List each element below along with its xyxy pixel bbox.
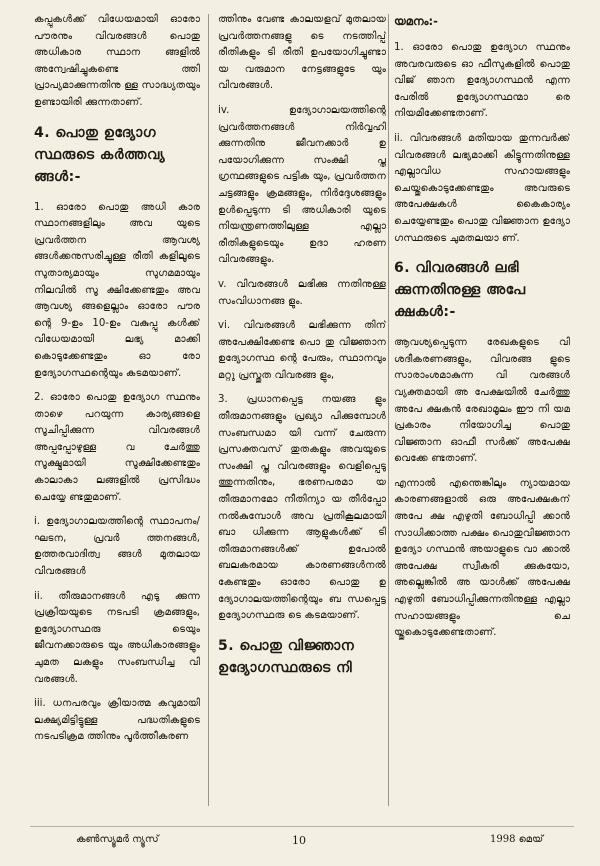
section-heading-continued: യമനം:- — [394, 14, 438, 28]
paragraph: v. വിവരങ്ങൾ ലഭിക്കു ന്നതിനുള്ള സംവിധാനങ്ങ ളും. — [218, 278, 386, 307]
column-divider-2 — [388, 14, 389, 806]
footer-divider — [30, 826, 574, 827]
paragraph: ആവശ്യപ്പെടുന്ന രേഖകളുടെ വി ശദീകരണങ്ങളും, വിവരങ്ങ ളുടെ സാരാംശമാകുന്ന വി വരങ്ങൾ വ്യക്തമായി അ പേക്ഷയിൽ ചേർത്തു അപേ ക്ഷകൻ രേഖാമൂലം ഈ നി യമ പ്രകാരം നിയോഗിച്ച പൊതു വിജ്ഞാന ഓഫീ സർക്ക് അപേക്ഷ വെക്കേ ണ്ടതാണ്. — [394, 337, 570, 465]
paragraph: 1. ഓരോ പൊതു അധി കാര സ്ഥാനങ്ങളിലും അവ യുടെ പ്രവർത്തന ആവശ്യ ങ്ങൾക്കനുസരിച്ചുള്ള രീതി കളിലൂടെ സുതാര്യമായും സുഗമമായും നിലവിൽ സൂ ക്ഷിക്കേണ്ടതും അവ ആവശ്യ ങ്ങളെല്ലാം ഓരോ പൗര ന്റെ 9-ഉം 10-ഉം വകുപ്പു കൾക്ക് വിധേയമായി ലഭ്യ മാക്കി കൊടുക്കേണ്ടതും ഓ രോ ഉദ്യോഗസ്ഥന്റെയും കടമയാണ്. — [34, 201, 200, 379]
paragraph: vi. വിവരങ്ങൾ ലഭിക്കുന്ന തിന് അപേക്ഷിക്കേണ്ട പൊ തു വിജ്ഞാന ഉദ്യോഗസ്ഥ ന്റെ പേരും, സ്ഥാനവും മറ്റു പ്രസ്തുത വിവരങ്ങ ളും, — [218, 320, 386, 381]
column-3 — [394, 12, 570, 812]
paragraph: 1. ഓരോ പൊതു ഉദ്യോഗ സ്ഥനും അവരവരുടെ ഓ ഫീസുകളിൽ പൊതു വിജ് ഞാന ഉദ്യോഗസ്ഥൻ എന്ന പേരിൽ ഉദ്യോഗസ്ഥന്മാ രെ നിയമിക്കേണ്ടതാണ്. — [394, 42, 570, 120]
paragraph: 3. പ്രധാനപ്പെട്ട നയങ്ങ ളും തീരുമാനങ്ങളും പ്രഖ്യാ പിക്കുമ്പോൾ സംബന്ധമാ യി വന്ന് ചേരുന്ന പ്രസക്തവസ് തുതകളും അവയുടെ സംക്ഷി പ്ത വിവരങ്ങളും വെളിപ്പെടു ത്തുന്നതിനും, ഭരണപരമാ യ തീരുമാനമോ നീതിന്യാ യ തീർപ്പോ നൽകുമ്പോൾ അവ പ്രതികൂലമായി ബാ ധിക്കുന്ന ആളുകൾക്ക് ടി തീരുമാനങ്ങൾക്ക് ഉപോൽ ബലകരമായ കാരണങ്ങൾനൽ കേണ്ടതും ഓരോ പൊതു ഉ ദ്യോഗാലയത്തിന്റെയും ബ ന്ധപ്പെട്ട ഉദ്യോഗസ്ഥരു ടെ കടമയാണ്. — [218, 394, 386, 622]
paragraph: ii. തീരുമാനങ്ങൾ എടു ക്കുന്ന പ്രക്രിയയുടെ നടപടി ക്രമങ്ങളും, ഉദ്യോഗസ്ഥരു ടെയും ജീവനക്കാരുടെ യും അധികാരങ്ങളും ചുമത ലകളും സംബന്ധിച്ച വി വരങ്ങൾ. — [34, 590, 200, 685]
column-divider-1 — [208, 14, 209, 806]
paragraph: എന്നാൽ എന്തെങ്കിലും ന്യായമായ കാരണങ്ങളാൽ ഒരു അപേക്ഷകന് അപേ ക്ഷ എഴുതി ബോധിപ്പി ക്കാൻ സാധിക്കാത്ത പക്ഷം പൊതുവിജ്ഞാന ഉദ്യോ ഗസ്ഥൻ അയാളുടെ വാ ക്കാൽ അപേക്ഷ സ്വീകരി ക്കുകയോ, അല്ലെങ്കിൽ അ യാൾക്ക് അപേക്ഷ എഴുതി ബോധിപ്പിക്കുന്നതിനുള്ള എല്ലാ സഹായങ്ങളും ചെ യ്തുകൊടുക്കേണ്ടതാണ്. — [394, 477, 570, 639]
issue-date: 1998 മെയ് — [490, 834, 544, 845]
section-heading-4: 4. പൊതു ഉദ്യോഗ സ്ഥരുടെ കർത്തവ്യ ങ്ങൾ:- — [34, 124, 166, 185]
publication-name: കൺസ്യൂമർ ന്യൂസ് — [76, 834, 159, 845]
column-1 — [34, 12, 200, 812]
paragraph: ത്തിനും വേണ്ട കാലയളവ് മുതലായ പ്രവർത്തനങ്ങളു ടെ നടത്തിപ്പ് രീതികളും ടി രീതി ഉപയോഗിച്ചുണ്ടാ യ വരുമാന നേട്ടങ്ങളുടേ യും വിവരങ്ങൾ. — [218, 14, 386, 92]
section-heading-6: 6. വിവരങ്ങൾ ലഭി ക്കുന്നതിനുള്ള അപേ ക്ഷകൾ:- — [394, 260, 526, 321]
paragraph: iv. ഉദ്യോഗാലയത്തിന്റെ പ്രവർത്തനങ്ങൾ നിർവ്വഹി ക്കുന്നതിനു ജീവനക്കാർ ഉ പയോഗിക്കുന്ന സംക്ഷി പ്ത ഗ്രന്ഥങ്ങളുടെ പട്ടിക യും, പ്രവർത്തന ചട്ടങ്ങളും ക്രമങ്ങളും, നിർദ്ദേശങ്ങളും ഉൾപ്പെടുന്ന ടി അധികാരി യുടെ നിയന്ത്രണത്തിലുള്ള എല്ലാ രീതികളുടെയും ഉദാ ഹരണ വിവരങ്ങളും. — [218, 104, 386, 266]
paragraph: കപ്പുകൾക്ക് വിധേയമായി ഓരോ പൗരനും വിവരങ്ങൾ പൊതു അധികാര സ്ഥാന ങ്ങളിൽ അന്വേഷിച്ചുകണ്ടെ ത്തി പ്രാപ്യമാക്കുന്നതിനു ള്ള സാദ്ധ്യതയും ഉണ്ടായിരി ക്കുന്നതാണ്. — [34, 14, 200, 108]
paragraph: iii. ധനപരവും ക്രിയാത്മ കവുമായി ലക്ഷ്യമിട്ടിട്ടുള്ള പദ്ധതികളുടെ നടപടിക്രമ ത്തിനും പൂർത്തീകരണ — [34, 698, 200, 743]
page-number: 10 — [292, 834, 306, 847]
paragraph: 2. ഓരോ പൊതു ഉദ്യോഗ സ്ഥനും താഴെ പറയുന്ന കാര്യങ്ങളെ സൂചിപ്പിക്കുന്ന വിവരങ്ങൾ അപ്പപ്പോഴുള്ള വ ചേർത്തു സൂക്ഷ്മമായി സൂക്ഷിക്കേണ്ടതും കാലാകാ ലങ്ങളിൽ പ്രസിദ്ധം ചെയ്യേ ണ്ടതുമാണ്. — [34, 392, 200, 503]
page-footer — [0, 834, 600, 854]
paragraph: i. ഉദ്യോഗാലയത്തിന്റെ സ്ഥാപനം/ഘടന, പ്രവർ ത്തനങ്ങൾ, ഉത്തരവാദിത്വ ങ്ങൾ മുതലായ വിവരങ്ങൾ — [34, 516, 200, 578]
paragraph: ii. വിവരങ്ങൾ മതിയായ തുന്നവർക്ക് വിവരങ്ങൾ ലഭ്യമാക്കി കിട്ടുന്നതിനുള്ള എല്ലാവിധ സഹായങ്ങളും ചെയ്തുകൊടുക്കേണ്ടതും അവരുടെ അപേക്ഷകൾ കൈകാര്യം ചെയ്യേണ്ടതും പൊതു വിജ്ഞാന ഉദ്യോ ഗസ്ഥരുടെ ചുമതലയാ ണ്. — [394, 132, 570, 244]
column-2 — [218, 12, 386, 812]
section-heading-5: 5. പൊതു വിജ്ഞാന ഉദ്യോഗസ്ഥരുടെ നി — [218, 637, 355, 676]
